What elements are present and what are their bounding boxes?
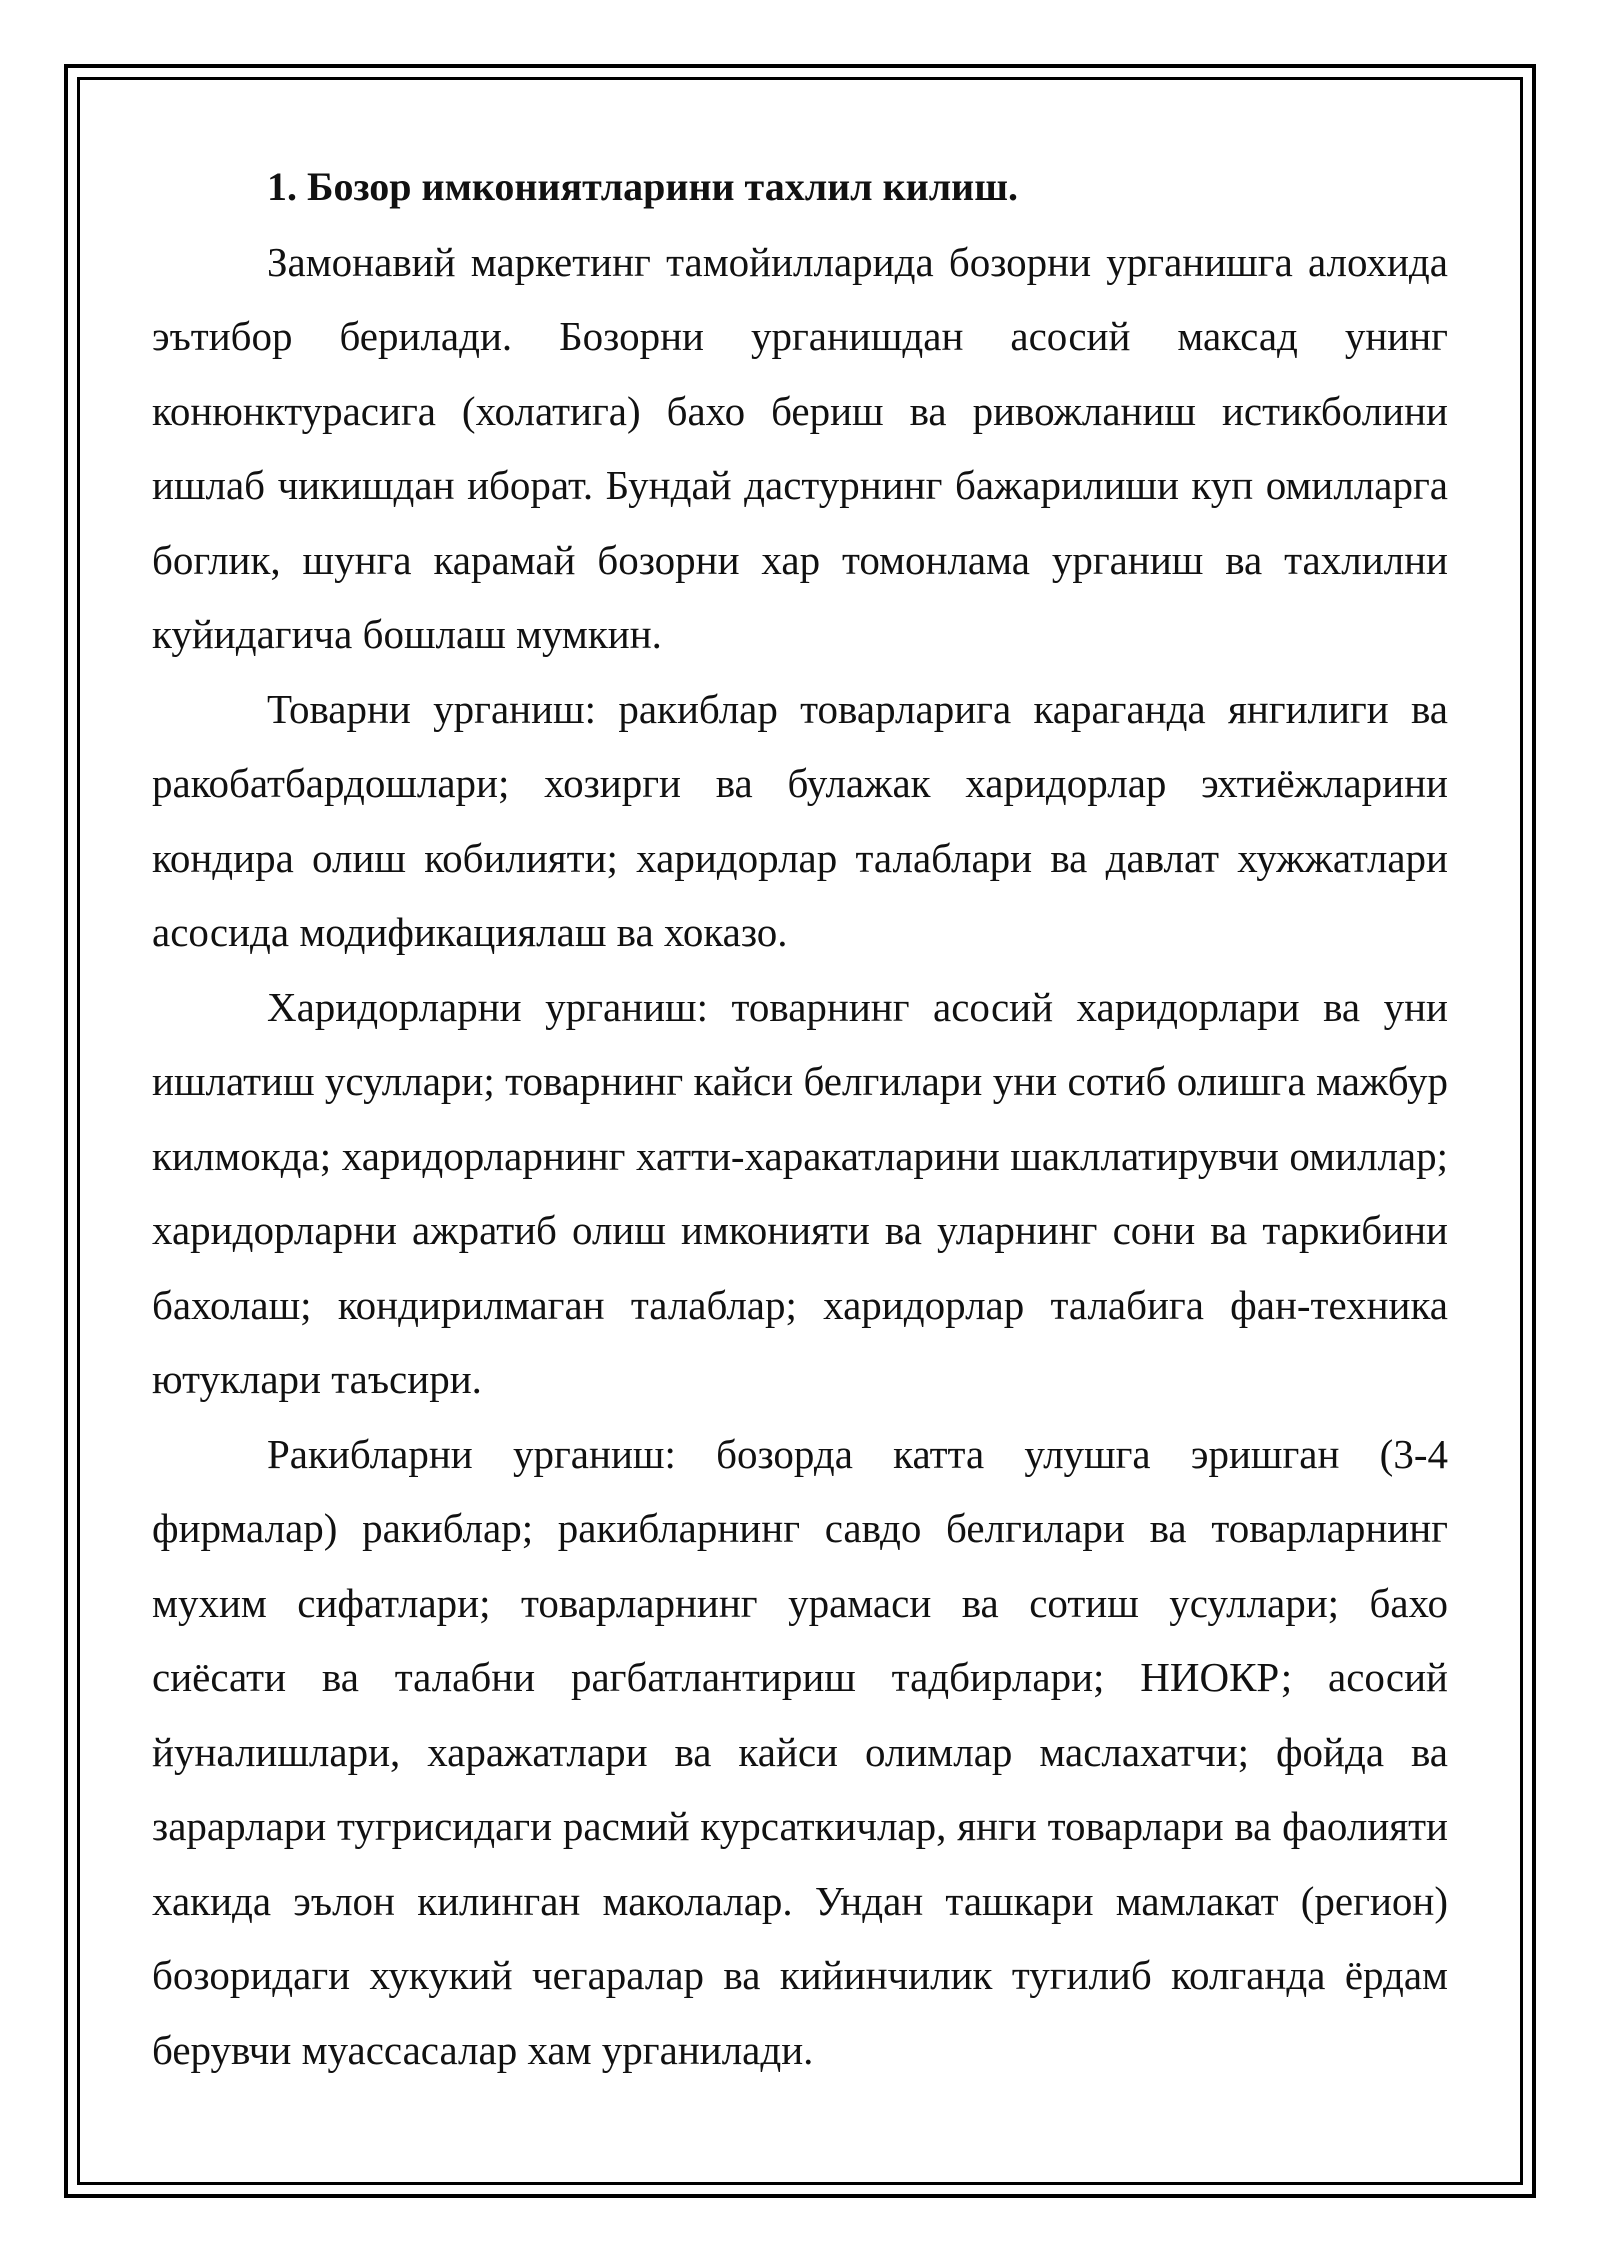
paragraph-intro: Замонавий маркетинг тамойилларида бозорни урганишга алохида эътибор берилади. Бозорни урганишдан асосий максад унинг конюнктурасига (холатига) бахо бериш ва ривожланиш истикболини ишлаб чикишдан иборат. Бундай дастурнинг бажарилиши куп омилларга боглик, шунга карамай бозорни хар томонлама урганиш ва тахлилни куйидагича бошлаш мумкин.: [152, 238, 1448, 657]
paragraph-competitor-study: Ракибларни урганиш: бозорда катта улушга эришган (3-4 фирмалар) ракиблар; ракибларнинг савдо белгилари ва товарларнинг мухим сифатлари; товарларнинг урамаси ва сотиш усуллари; бахо сиёсати ва талабни рагбатлантириш тадбирлари; НИОКР; асосий йуналишлари, харажатлари ва кайси олимлар маслахатчи; фойда ва зарарлари тугрисидаги расмий курсаткичлар, янги товарлари ва фаолияти хакида эълон килинган маколалар. Ундан ташкари мамлакат (регион) бозоридаги хукукий чегаралар ва кийинчилик тугилиб колганда ёрдам берувчи муассасалар хам урганилади.: [152, 1430, 1448, 2073]
section-heading: 1. Бозор имкониятларини тахлил килиш.: [267, 164, 1018, 209]
paragraph-buyer-study: Харидорларни урганиш: товарнинг асосий харидорлари ва уни ишлатиш усуллари; товарнинг кайси белгилари уни сотиб олишга мажбур килмокда; харидорларнинг хатти-харакатларини шакллатирувчи омиллар; харидорларни ажратиб олиш имконияти ва уларнинг сони ва таркибини бахолаш; кондирилмаган талаблар; харидорлар талабига фан-техника ютуклари таъсири.: [152, 983, 1448, 1402]
document-body: [152, 150, 1448, 2087]
paragraph-product-study: Товарни урганиш: ракиблар товарларига караганда янгилиги ва ракобатбардошлари; хозирги ва булажак харидорлар эхтиёжларини кондира олиш кобилияти; харидорлар талаблари ва давлат хужжатлари асосида модификациялаш ва хоказо.: [152, 685, 1448, 955]
